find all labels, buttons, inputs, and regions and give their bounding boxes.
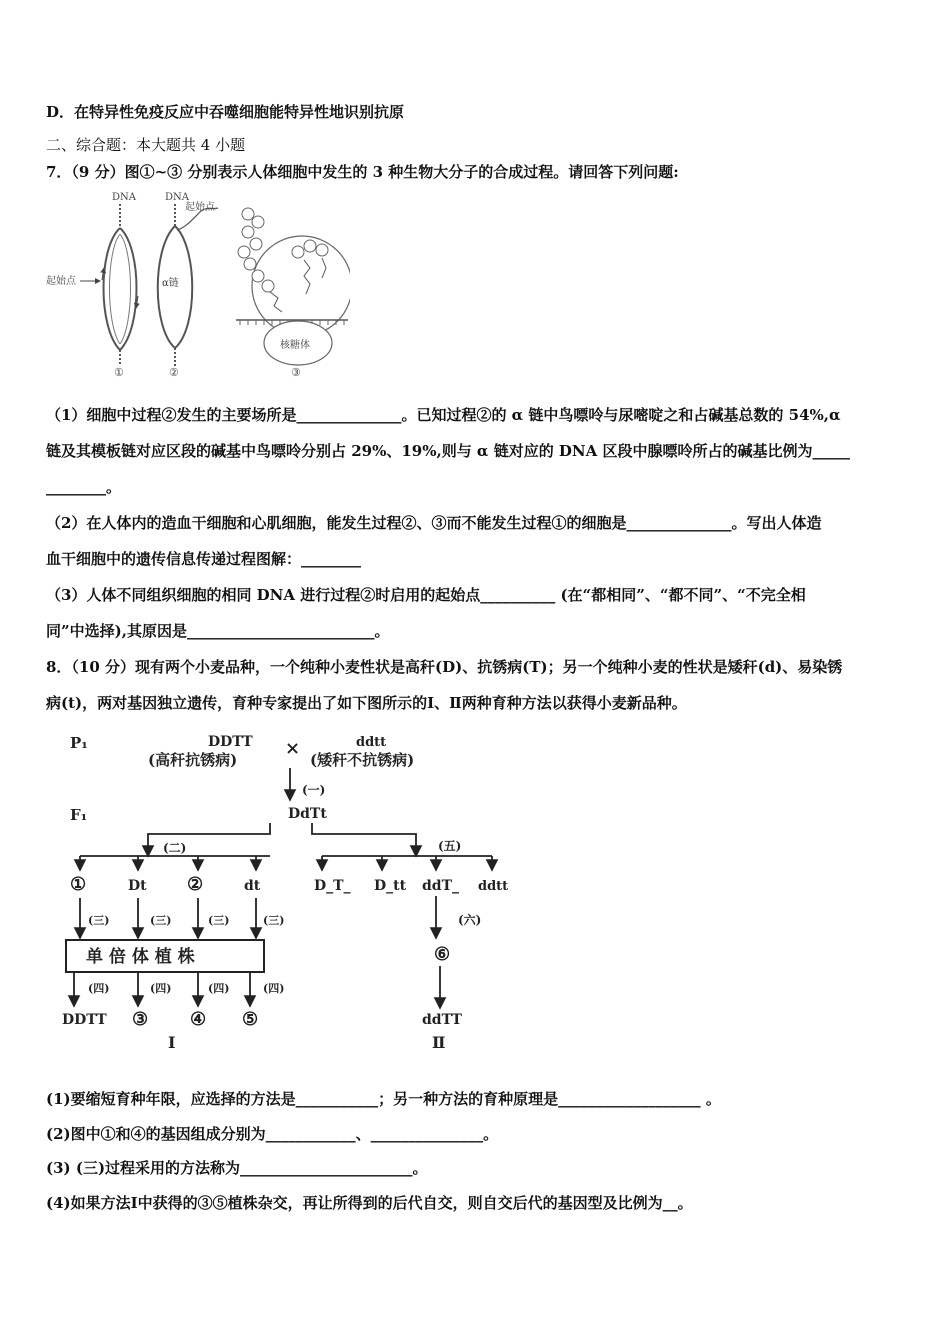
step-2: (二)	[163, 841, 187, 855]
q8-figure	[60, 728, 510, 1058]
step-5: (五)	[438, 839, 462, 853]
q7-p1-line2: 链及其模板链对应区段的碱基中鸟嘌呤分别占 29%、19%,则与 α 链对应的 DNA 区段中腺嘌呤所占的碱基比例为_____	[46, 442, 850, 460]
haploid-label: 单 倍 体 植 株	[86, 947, 195, 967]
step-4a: (四)	[88, 982, 110, 995]
parent2-genotype: ddtt	[356, 735, 387, 750]
f1-label: F₁	[70, 806, 88, 824]
q8-sub2: (2)图中①和④的基因组成分别为____________、_______________。	[46, 1125, 499, 1143]
gamete-2: Dt	[128, 878, 147, 894]
label-i: Ⅰ	[168, 1033, 176, 1052]
step-4d: (四)	[263, 982, 285, 995]
product-i-2: ③	[132, 1009, 149, 1030]
q8-sub4: (4)如果方法Ⅰ中获得的③⑤植株杂交，再让所得到的后代自交，则自交后代的基因型及比例为__。	[46, 1194, 693, 1212]
q7-p2-line2: 血干细胞中的遗传信息传递过程图解：________	[46, 550, 362, 568]
fig1-origin-label: 起始点	[46, 276, 76, 287]
cross-sign: ×	[285, 738, 301, 759]
step-4b: (四)	[150, 982, 172, 995]
fig2-alpha-chain: α链	[162, 278, 179, 289]
q7-p1-line1: （1）细胞中过程②发生的主要场所是______________。已知过程②的 α 链中鸟嘌呤与尿嘧啶之和占碱基总数的 54%,α	[46, 406, 841, 424]
step-3d: (三)	[263, 914, 285, 927]
fig2-origin-label: 起始点	[185, 202, 215, 213]
q8-stem-line1: 8．（10 分）现有两个小麦品种，一个纯种小麦性状是高秆(D)、抗锈病(T)；另一个纯种小麦的性状是矮秆(d)、易染锈	[46, 658, 843, 676]
q8-sub1: (1)要缩短育种年限，应选择的方法是___________；另一种方法的育种原理是___________________ 。	[46, 1090, 721, 1108]
step-3a: (三)	[88, 914, 110, 927]
step-4c: (四)	[208, 982, 230, 995]
ribosome-label: 核糖体	[280, 340, 310, 351]
fig2-dna-label: DNA	[165, 192, 189, 203]
product-i-4: ⑤	[242, 1009, 259, 1030]
f1-genotype: DdTt	[288, 806, 327, 822]
f2-type-4: ddtt	[478, 879, 509, 894]
circle-6: ⑥	[434, 944, 451, 965]
step-1: (一)	[302, 783, 326, 797]
q7-p3-line2: 同”中选择),其原因是_________________________。	[46, 622, 390, 640]
q8-stem-line2: 病(t)，两对基因独立遗传，育种专家提出了如下图所示的Ⅰ、Ⅱ两种育种方法以获得小麦新品种。	[46, 694, 687, 712]
product-i-3: ④	[190, 1009, 207, 1030]
q7-p3-line1: （3）人体不同组织细胞的相同 DNA 进行过程②时启用的起始点__________ (在“都相同”、“都不同”、“不完全相	[46, 586, 806, 604]
fig1-number: ①	[114, 366, 124, 378]
product-ii: ddTT	[422, 1012, 462, 1028]
gamete-3: ②	[187, 874, 204, 895]
step-3c: (三)	[208, 914, 230, 927]
step-6: (六)	[458, 913, 482, 927]
parent2-phenotype: (矮秆不抗锈病)	[310, 751, 415, 769]
q8-sub3: (3) (三)过程采用的方法称为_______________________。	[46, 1159, 428, 1177]
q7-p1-line3: ________。	[46, 478, 122, 496]
f2-type-1: D_T_	[314, 878, 351, 894]
q7-figure	[40, 188, 350, 378]
fig1-dna-label: DNA	[112, 192, 136, 203]
product-i-1: DDTT	[62, 1012, 107, 1028]
gamete-1: ①	[70, 874, 87, 895]
f2-type-2: D_tt	[374, 878, 407, 894]
f2-type-3: ddT_	[422, 878, 459, 894]
q7-stem: 7．（9 分）图①~③ 分别表示人体细胞中发生的 3 种生物大分子的合成过程。请回答下列问题:	[46, 163, 679, 181]
p1-label: P₁	[70, 734, 88, 752]
gamete-4: dt	[244, 878, 261, 894]
step-3b: (三)	[150, 914, 172, 927]
section-title: 二、综合题：本大题共 4 小题	[46, 136, 246, 154]
q7-p2-line1: （2）在人体内的造血干细胞和心肌细胞，能发生过程②、③而不能发生过程①的细胞是______________。写出人体造	[46, 514, 822, 532]
parent1-phenotype: (高秆抗锈病)	[148, 751, 238, 769]
fig3-number: ③	[291, 366, 301, 378]
parent1-genotype: DDTT	[208, 734, 253, 750]
option-d: D．在特异性免疫反应中吞噬细胞能特异性地识别抗原	[46, 103, 405, 121]
label-ii: Ⅱ	[432, 1033, 446, 1052]
fig2-number: ②	[169, 366, 179, 378]
